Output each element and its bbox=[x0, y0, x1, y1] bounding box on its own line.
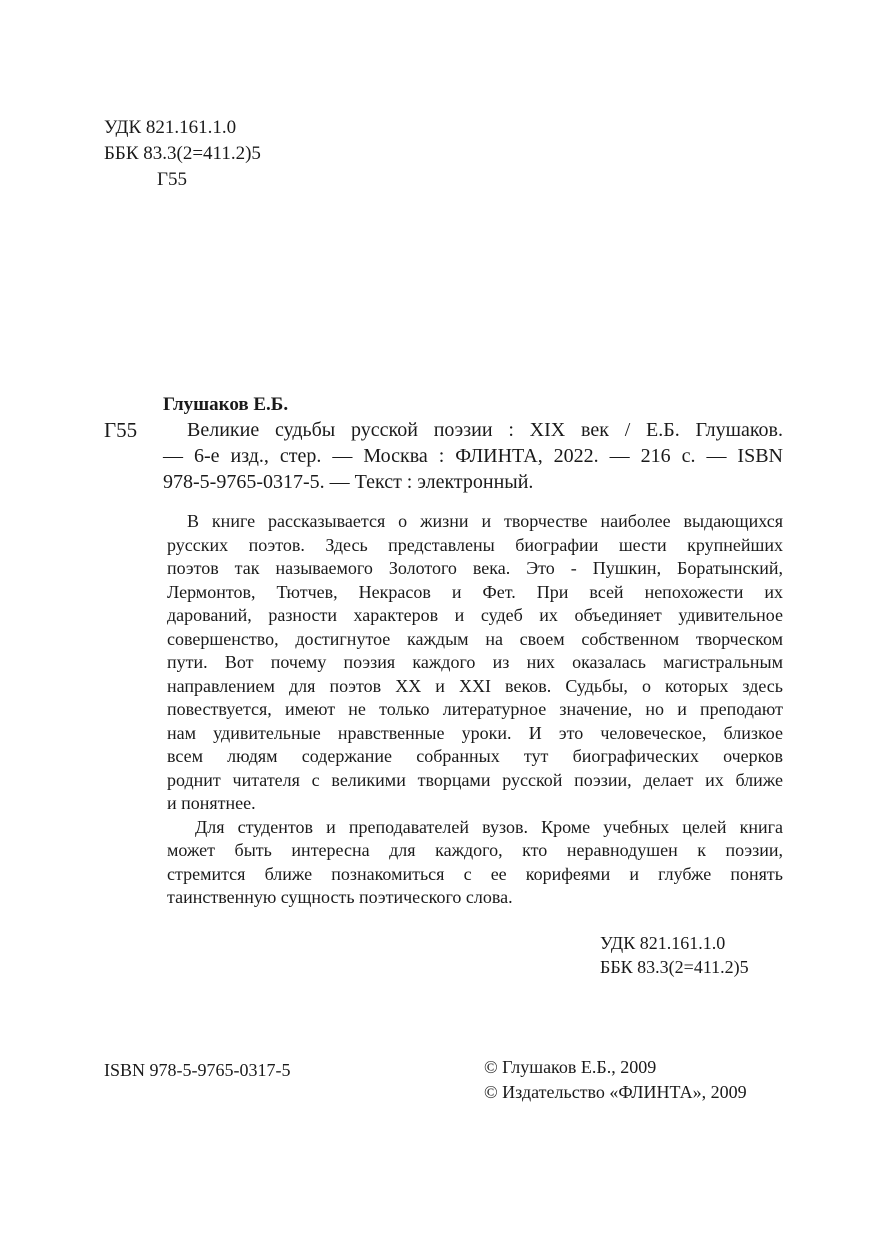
annotation-line: и понятнее. bbox=[167, 793, 256, 813]
copyright-publisher: © Издательство «ФЛИНТА», 2009 bbox=[484, 1081, 747, 1102]
annotation-line: повествуется, имеют не только литературное значение, но и преподают bbox=[167, 699, 783, 719]
annotation-line: поэтов так называемого Золотого века. Это - Пушкин, Боратынский, bbox=[167, 558, 783, 578]
annotation-line: стремится ближе познакомиться с ее корифеями и глубже понять bbox=[167, 863, 783, 884]
annotation-line: русских поэтов. Здесь представлены биографии шести крупнейших bbox=[167, 534, 783, 555]
annotation-line: дарований, разности характеров и судеб их объединяет удивительное bbox=[167, 605, 783, 625]
annotation-line: таинственную сущность поэтического слова. bbox=[167, 887, 513, 907]
footer-udk-code: УДК 821.161.1.0 bbox=[600, 933, 726, 953]
annotation-line: может быть интересна для каждого, кто неравнодушен к поэзии, bbox=[167, 840, 783, 860]
footer-bbk-code: ББК 83.3(2=411.2)5 bbox=[600, 956, 749, 977]
biblio-line: Великие судьбы русской поэзии : XIX век / Е.Б. Глушаков. bbox=[187, 419, 783, 441]
udk-code: УДК 821.161.1.0 bbox=[104, 117, 237, 138]
header-classification-codes bbox=[104, 115, 261, 193]
annotation bbox=[167, 510, 783, 910]
copyright-block bbox=[484, 1055, 747, 1104]
annotation-line: Для студентов и преподавателей вузов. Кроме учебных целей книга bbox=[195, 816, 783, 837]
author-heading: Глушаков Е.Б. bbox=[163, 394, 289, 415]
biblio-line: 978-5-9765-0317-5. — Текст : электронный. bbox=[163, 471, 534, 493]
annotation-line: всем людям содержание собранных тут биографических очерков bbox=[167, 746, 783, 766]
annotation-line: пути. Вот почему поэзия каждого из них оказалась магистральным bbox=[167, 652, 783, 672]
annotation-line: нам удивительные нравственные уроки. И это человеческое, близкое bbox=[167, 722, 783, 743]
annotation-line: Лермонтов, Тютчев, Некрасов и Фет. При всей непохожести их bbox=[167, 581, 783, 602]
annotation-line: направлением для поэтов XX и XXI веков. Судьбы, о которых здесь bbox=[167, 675, 783, 696]
footer-classification-codes bbox=[600, 932, 749, 979]
annotation-line: совершенство, достигнутое каждым на своем собственном творческом bbox=[167, 628, 783, 649]
author-mark: Г55 bbox=[104, 418, 138, 442]
copyright-author: © Глушаков Е.Б., 2009 bbox=[484, 1057, 657, 1077]
author-mark-code: Г55 bbox=[157, 169, 187, 190]
bbk-code: ББК 83.3(2=411.2)5 bbox=[104, 143, 261, 164]
biblio-line: — 6-е изд., стер. — Москва : ФЛИНТА, 2022. — 216 с. — ISBN bbox=[163, 445, 783, 467]
isbn: ISBN 978-5-9765-0317-5 bbox=[104, 1060, 291, 1080]
bibliographic-record bbox=[163, 417, 783, 495]
annotation-line: роднит читателя с великими творцами русской поэзии, делает их ближе bbox=[167, 769, 783, 790]
annotation-line: В книге рассказывается о жизни и творчестве наиболее выдающихся bbox=[187, 511, 783, 531]
